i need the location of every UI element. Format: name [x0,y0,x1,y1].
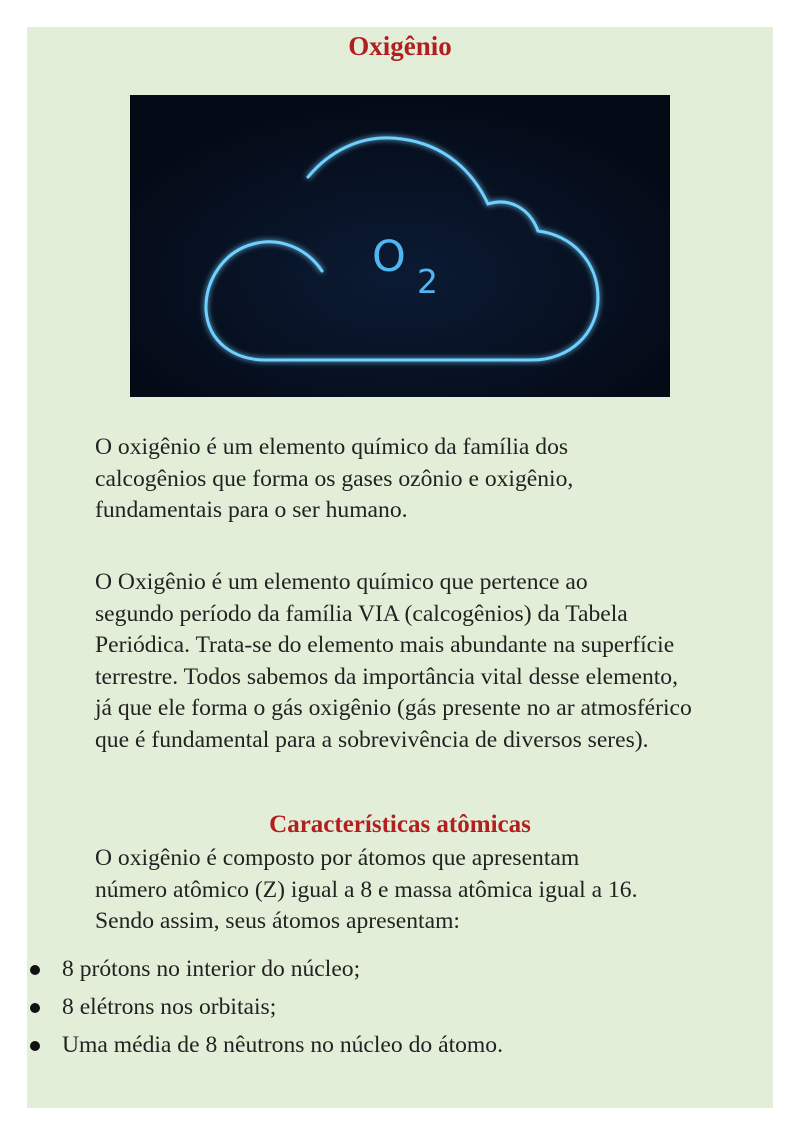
list-item [27,988,773,1026]
text-line: Sendo assim, seus átomos apresentam: [95,908,460,934]
text-line: terrestre. Todos sabemos da importância vital desse elemento, [95,663,678,690]
text-line: fundamentais para o ser humano. [95,497,408,523]
text-line: número atômico (Z) igual a 8 e massa atômica igual a 16. [95,876,638,903]
list-item-text: Uma média de 8 nêutrons no núcleo do átomo. [62,1032,503,1058]
text-line: O oxigênio é composto por átomos que apresentam [95,845,580,871]
section-title: Características atômicas [269,811,531,838]
text-line: O Oxigênio é um elemento químico que pertence ao [95,569,588,595]
formula-subscript: 2 [417,262,438,301]
body-paragraph [27,567,773,756]
list-item-text: 8 prótons no interior do núcleo; [62,956,361,982]
text-line: Periódica. Trata-se do elemento mais abundante na superfície [95,632,675,658]
text-line: já que ele forma o gás oxigênio (gás presente no ar atmosférico [95,695,692,721]
text-line: O oxigênio é um elemento químico da família dos [95,434,569,460]
atom-properties-list [27,950,773,1064]
list-item [27,950,773,988]
bullet-icon [30,1003,40,1013]
text-line: que é fundamental para a sobrevivência de diversos seres). [95,726,649,753]
text-line: calcogênios que forma os gases ozônio e oxigênio, [95,465,574,492]
formula-o: O [372,232,406,282]
content-panel [27,27,773,1108]
section-paragraph [27,843,773,938]
list-item [27,1026,773,1064]
text-line: segundo período da família VIA (calcogênios) da Tabela [95,600,628,627]
bullet-icon [30,1041,40,1051]
bullet-icon [30,965,40,975]
cloud-o2-graphic [130,95,670,397]
list-item-text: 8 elétrons nos orbitais; [62,994,277,1020]
page-title: Oxigênio [348,31,452,61]
oxygen-cloud-illustration [130,95,670,397]
intro-paragraph [27,432,773,527]
